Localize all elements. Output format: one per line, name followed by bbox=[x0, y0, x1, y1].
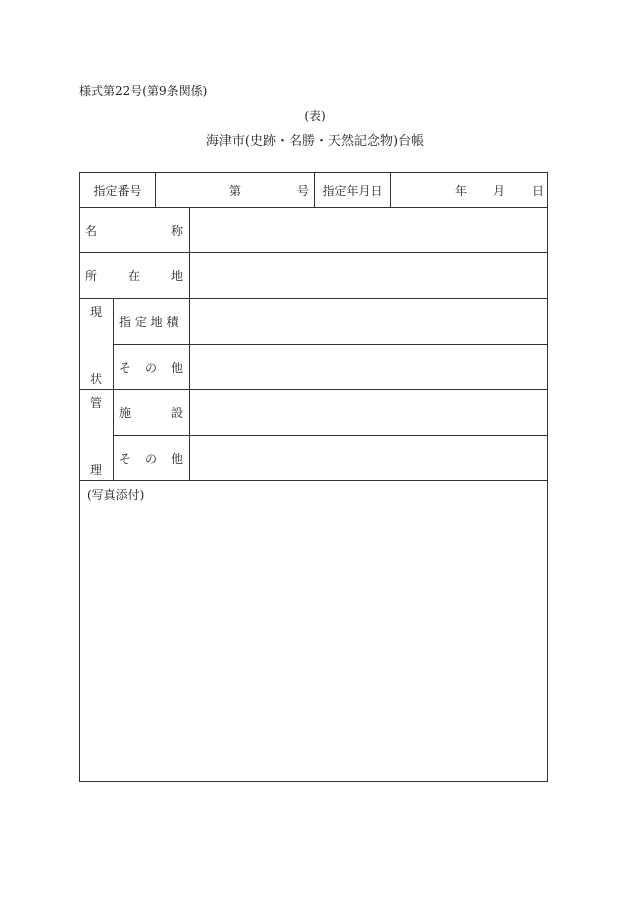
location-label-a: 所 bbox=[85, 269, 98, 283]
designated-area-label: 指 定 地 積 bbox=[119, 315, 179, 329]
date-month: 月 bbox=[493, 183, 506, 198]
form-code: 様式第22号(第9条関係) bbox=[79, 84, 208, 98]
management-other-label bbox=[119, 436, 183, 480]
management-group-bottom: 理 bbox=[90, 463, 103, 477]
table-line bbox=[79, 480, 548, 481]
facility-left: 施 bbox=[119, 406, 132, 420]
location-label bbox=[85, 253, 183, 298]
location-label-c: 地 bbox=[170, 269, 183, 283]
date-day: 日 bbox=[532, 183, 545, 198]
status-group-top: 現 bbox=[90, 305, 103, 319]
table-line bbox=[390, 172, 391, 207]
table-line bbox=[155, 172, 156, 207]
status-other-label bbox=[119, 345, 183, 389]
status-other-b: の bbox=[144, 360, 157, 375]
management-other-b: の bbox=[144, 451, 157, 466]
table-line bbox=[189, 207, 190, 480]
status-other-a: そ bbox=[119, 360, 132, 375]
number-suffix: 号 bbox=[297, 183, 310, 198]
table-line bbox=[113, 298, 114, 480]
date-year: 年 bbox=[455, 183, 468, 198]
designation-date-label: 指定年月日 bbox=[322, 183, 383, 198]
photo-label: (写真添付) bbox=[87, 488, 145, 502]
side-label: (表) bbox=[304, 109, 326, 123]
location-label-b: 在 bbox=[127, 269, 140, 283]
facility-label bbox=[119, 390, 183, 435]
management-other-c: 他 bbox=[170, 451, 183, 466]
page-title: 海津市(史跡・名勝・天然記念物)台帳 bbox=[205, 134, 425, 149]
number-prefix: 第 bbox=[229, 183, 242, 198]
name-label-left: 名 bbox=[85, 223, 98, 238]
status-other-c: 他 bbox=[170, 360, 183, 375]
facility-right: 設 bbox=[170, 406, 183, 420]
designation-number-label: 指定番号 bbox=[93, 183, 142, 198]
status-group-bottom: 状 bbox=[90, 372, 103, 386]
management-other-a: そ bbox=[119, 451, 132, 466]
name-label bbox=[85, 208, 183, 252]
name-label-right: 称 bbox=[170, 223, 183, 238]
management-group-top: 管 bbox=[90, 396, 103, 410]
